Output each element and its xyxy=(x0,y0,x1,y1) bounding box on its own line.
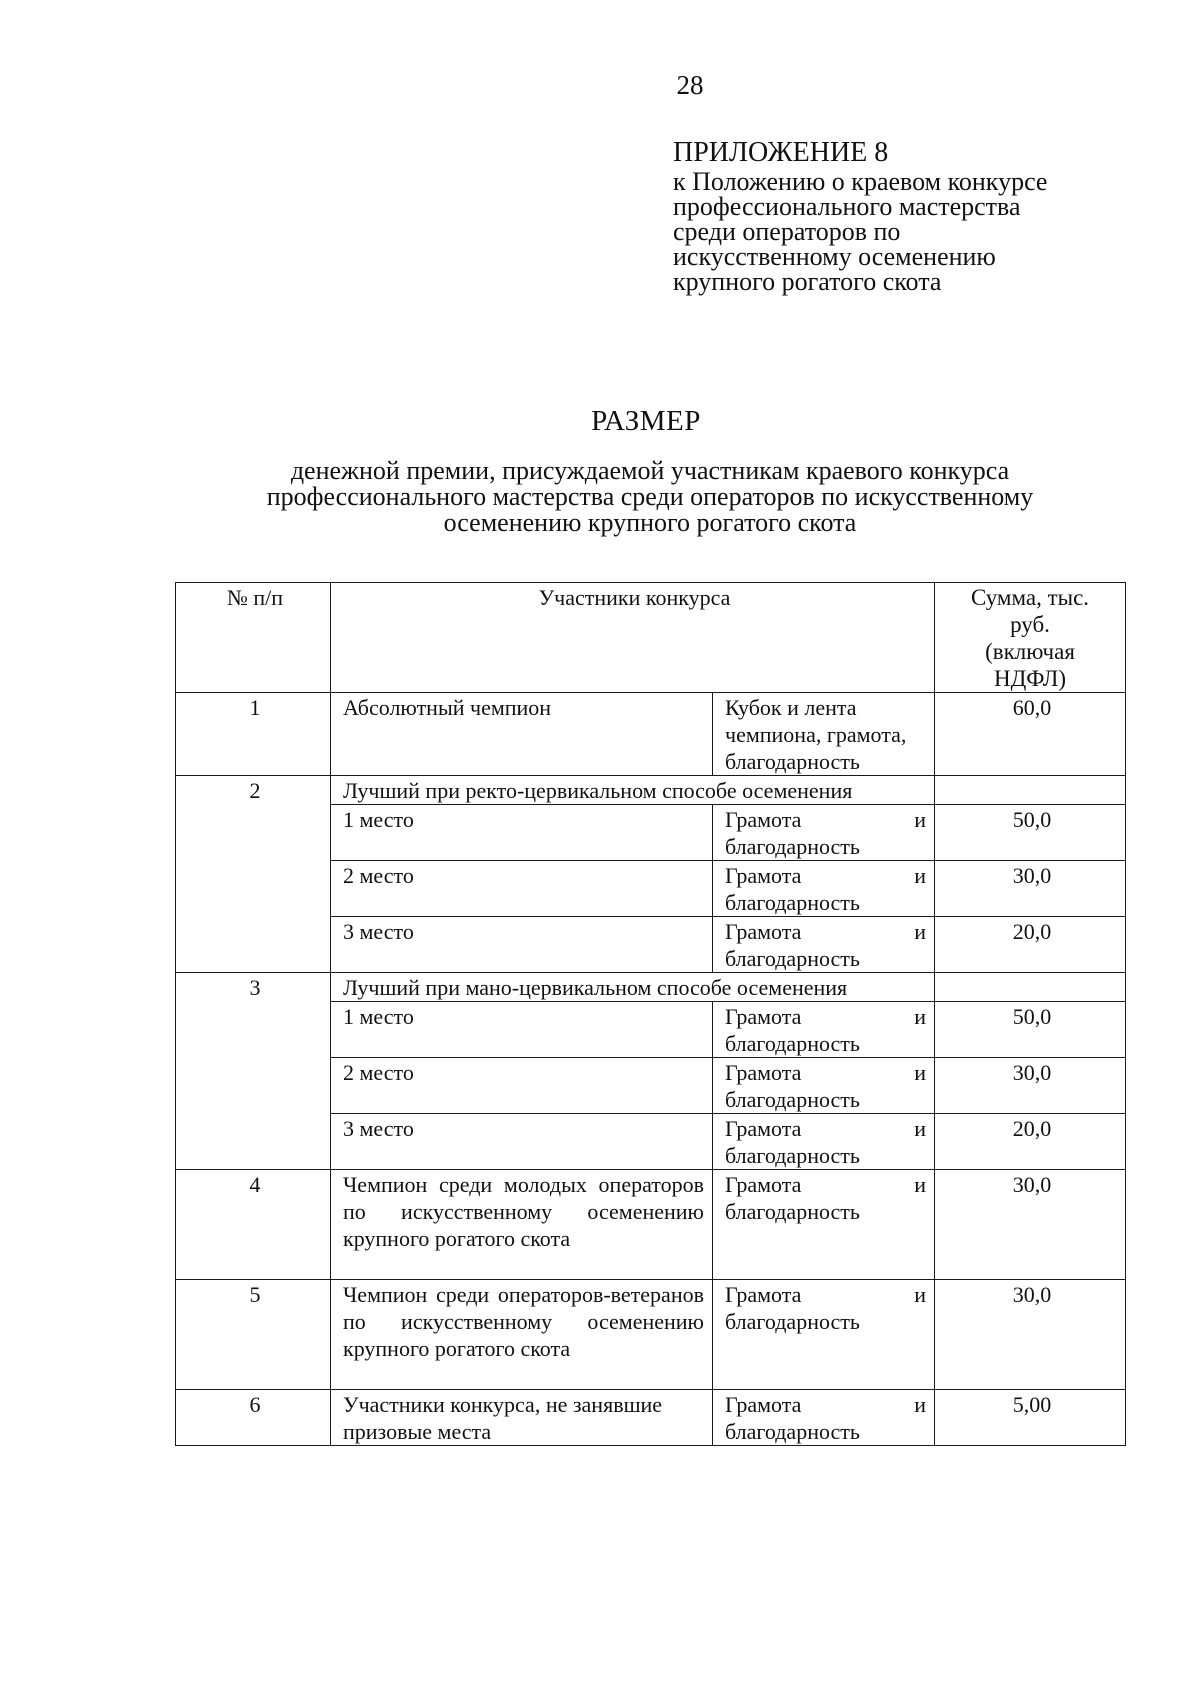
row-place: 1 место xyxy=(331,1002,713,1058)
row-award xyxy=(713,1170,935,1280)
row-award: Кубок и лента чемпиона, грамота, благодарность xyxy=(713,693,935,776)
appendix-line: крупного рогатого скота xyxy=(673,267,942,296)
row-num: 1 xyxy=(176,693,331,776)
award-text: Грамота xyxy=(725,1172,802,1197)
award-text: Грамота xyxy=(725,863,802,888)
award-text: и xyxy=(914,1172,926,1197)
row-sum: 20,0 xyxy=(935,1114,1126,1170)
row-participant: Чемпион среди операторов-ветеранов по искусственному осеменению крупного рогатого скота xyxy=(331,1280,713,1390)
award-text: и xyxy=(914,1282,926,1307)
award-text: благодарность xyxy=(725,890,860,915)
header-num: № п/п xyxy=(176,583,331,693)
row-award xyxy=(713,917,935,973)
row-sum: 50,0 xyxy=(935,805,1126,861)
group-title: Лучший при ректо-цервикальном способе осеменения xyxy=(331,776,935,805)
row-sum: 50,0 xyxy=(935,1002,1126,1058)
row-num: 2 xyxy=(176,776,331,973)
row-participant: Абсолютный чемпион xyxy=(331,693,713,776)
award-text: Грамота xyxy=(725,1282,802,1307)
group-title: Лучший при мано-цервикальном способе осеменения xyxy=(331,973,935,1002)
appendix-line: профессионального мастерства xyxy=(673,192,1021,221)
document-subheading xyxy=(210,458,1090,536)
award-text: и xyxy=(914,919,926,944)
row-award xyxy=(713,1390,935,1446)
row-sum: 30,0 xyxy=(935,1170,1126,1280)
table-row-group-title xyxy=(176,973,1126,1002)
award-text: и xyxy=(914,1004,926,1029)
row-award xyxy=(713,1002,935,1058)
row-num: 6 xyxy=(176,1390,331,1446)
award-text: и xyxy=(914,1060,926,1085)
award-text: благодарность xyxy=(725,1143,860,1168)
row-sum: 30,0 xyxy=(935,1058,1126,1114)
appendix-line: искусственному осеменению xyxy=(673,242,996,271)
row-sum: 30,0 xyxy=(935,861,1126,917)
table-row xyxy=(176,1390,1126,1446)
row-sum: 60,0 xyxy=(935,693,1126,776)
header-sum: Сумма, тыс. руб. (включая НДФЛ) xyxy=(935,583,1126,693)
award-text: Грамота xyxy=(725,919,802,944)
row-sum: 20,0 xyxy=(935,917,1126,973)
row-place: 3 место xyxy=(331,917,713,973)
award-text: Грамота xyxy=(725,1060,802,1085)
row-num: 4 xyxy=(176,1170,331,1280)
subheading-line: профессионального мастерства среди операторов по искусственному xyxy=(266,482,1034,511)
row-num: 3 xyxy=(176,973,331,1170)
award-text: и xyxy=(914,1392,926,1417)
award-text: благодарность xyxy=(725,1419,860,1444)
table-row xyxy=(176,1170,1126,1280)
award-text: благодарность xyxy=(725,834,860,859)
row-num: 5 xyxy=(176,1280,331,1390)
award-text: благодарность xyxy=(725,1087,860,1112)
row-sum-empty xyxy=(935,973,1126,1002)
row-participant: Участники конкурса, не занявшие призовые места xyxy=(331,1390,713,1446)
table-header-row xyxy=(176,583,1126,693)
award-text: благодарность xyxy=(725,1309,860,1334)
subheading-line: денежной премии, присуждаемой участникам краевого конкурса xyxy=(290,456,1010,485)
row-sum-empty xyxy=(935,776,1126,805)
header-participants: Участники конкурса xyxy=(331,583,935,693)
appendix-block xyxy=(673,138,1153,294)
award-text: благодарность xyxy=(725,1199,860,1224)
table-row xyxy=(176,693,1126,776)
row-award xyxy=(713,861,935,917)
appendix-title: ПРИЛОЖЕНИЕ 8 xyxy=(673,137,889,168)
award-text: Грамота xyxy=(725,1392,802,1417)
award-text: благодарность xyxy=(725,946,860,971)
row-award xyxy=(713,1058,935,1114)
award-text: Грамота xyxy=(725,1004,802,1029)
document-heading: РАЗМЕР xyxy=(591,405,701,437)
award-text: Грамота xyxy=(725,1116,802,1141)
row-place: 3 место xyxy=(331,1114,713,1170)
row-sum: 5,00 xyxy=(935,1390,1126,1446)
row-participant: Чемпион среди молодых операторов по искусственному осеменению крупного рогатого скота xyxy=(331,1170,713,1280)
appendix-line: среди операторов по xyxy=(673,217,901,246)
table-row-group-title xyxy=(176,776,1126,805)
award-text: и xyxy=(914,807,926,832)
appendix-line: к Положению о краевом конкурсе xyxy=(673,167,1048,196)
page-number: 28 xyxy=(676,70,704,100)
row-award xyxy=(713,1114,935,1170)
table-row xyxy=(176,1280,1126,1390)
row-award xyxy=(713,1280,935,1390)
award-text: благодарность xyxy=(725,1031,860,1056)
row-place: 1 место xyxy=(331,805,713,861)
row-place: 2 место xyxy=(331,1058,713,1114)
award-text: и xyxy=(914,863,926,888)
award-text: Грамота xyxy=(725,807,802,832)
prize-table xyxy=(175,582,1126,1446)
row-award xyxy=(713,805,935,861)
subheading-line: осеменению крупного рогатого скота xyxy=(443,508,857,537)
row-place: 2 место xyxy=(331,861,713,917)
row-sum: 30,0 xyxy=(935,1280,1126,1390)
award-text: и xyxy=(914,1116,926,1141)
